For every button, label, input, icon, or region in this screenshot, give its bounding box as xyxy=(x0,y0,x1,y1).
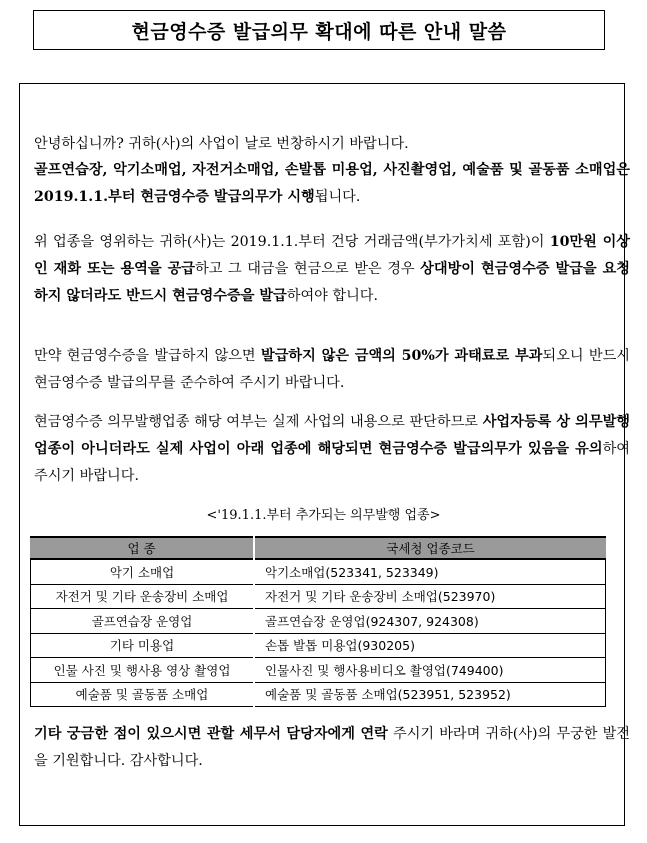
code-cell: 골프연습장 운영업(924307, 924308) xyxy=(255,609,606,634)
notice-title: 현금영수증 발급의무 확대에 따른 안내 말씀 xyxy=(33,10,605,50)
closing-paragraph xyxy=(24,721,630,775)
table-header-row xyxy=(30,536,606,560)
header-code: 국세청 업종코드 xyxy=(255,536,606,560)
scope-text-a: 현금영수증 의무발행업종 해당 여부는 실제 사업의 내용으로 판단하므로 xyxy=(34,414,483,430)
policy-bold-text: 골프연습장, 악기소매업, 자전거소매업, 손발톱 미용업, 사진촬영업, 예술품 및 골동품 소매업은 2019.1.1.부터 현금영수증 발급의무가 시행 xyxy=(34,162,630,205)
scope-bold-b: 사업자등록 상 의무발행업종이 아니더라도 실제 사업이 아래 업종에 해당되면 현금영수증 발급의무가 있음을 유의 xyxy=(34,414,630,457)
obligation-paragraph xyxy=(24,229,630,310)
penalty-text-c: 되오니 반드시 현금영수증 발급의무를 준수하여 주시기 바랍니다. xyxy=(34,348,630,391)
obligation-text-e: 하여야 합니다. xyxy=(286,288,379,304)
industry-cell: 인물 사진 및 행사용 영상 촬영업 xyxy=(30,658,253,683)
industry-cell: 자전거 및 기타 운송장비 소매업 xyxy=(30,585,253,610)
obligation-text-c: 하고 그 대금을 현금으로 받은 경우 xyxy=(194,261,421,277)
code-cell: 인물사진 및 행사용비디오 촬영업(749400) xyxy=(255,658,606,683)
policy-paragraph xyxy=(24,157,630,211)
industry-cell: 기타 미용업 xyxy=(30,634,253,659)
scope-text-c: 하여 주시기 바랍니다. xyxy=(34,441,630,484)
penalty-bold-b: 발급하지 않은 금액의 50%가 과태료로 부과 xyxy=(260,348,543,364)
table-row xyxy=(30,634,606,659)
table-caption: <'19.1.1.부터 추가되는 의무발행 업종> xyxy=(206,508,441,523)
closing-bold-text: 기타 궁금한 점이 있으시면 관할 세무서 담당자에게 연락 xyxy=(34,726,388,742)
code-cell: 손톱 발톱 미용업(930205) xyxy=(255,634,606,659)
greeting-text: 안녕하십니까? 귀하(사)의 사업이 날로 번창하시기 바랍니다. xyxy=(34,136,409,152)
industry-cell: 악기 소매업 xyxy=(30,560,253,585)
closing-text: 주시기 바라며 귀하(사)의 무궁한 발전을 기원합니다. 감사합니다. xyxy=(34,726,631,769)
obligation-text-a: 위 업종을 영위하는 귀하(사)는 2019.1.1.부터 건당 거래금액(부가가치세 포함)이 xyxy=(34,234,550,250)
code-cell: 자전거 및 기타 운송장비 소매업(523970) xyxy=(255,585,606,610)
scope-paragraph xyxy=(24,409,630,490)
code-cell: 예술품 및 골동품 소매업(523951, 523952) xyxy=(255,683,606,708)
industry-cell: 골프연습장 운영업 xyxy=(30,609,253,634)
obligation-bold-b: 10만원 이상인 재화 또는 용역을 공급 xyxy=(34,234,630,277)
greeting-paragraph xyxy=(24,131,630,158)
penalty-text-a: 만약 현금영수증을 발급하지 않으면 xyxy=(34,348,261,364)
industry-cell: 예술품 및 골동품 소매업 xyxy=(30,683,253,708)
table-row xyxy=(30,683,606,708)
table-row xyxy=(30,658,606,683)
penalty-paragraph xyxy=(24,343,630,397)
code-cell: 악기소매업(523341, 523349) xyxy=(255,560,606,585)
table-row xyxy=(30,585,606,610)
table-row xyxy=(30,560,606,585)
table-row xyxy=(30,609,606,634)
industry-code-table xyxy=(28,536,608,707)
header-industry: 업 종 xyxy=(30,536,253,560)
policy-text: 됩니다. xyxy=(314,189,361,205)
obligation-bold-d: 상대방이 현금영수증 발급을 요청하지 않더라도 반드시 현금영수증을 발급 xyxy=(34,261,630,304)
